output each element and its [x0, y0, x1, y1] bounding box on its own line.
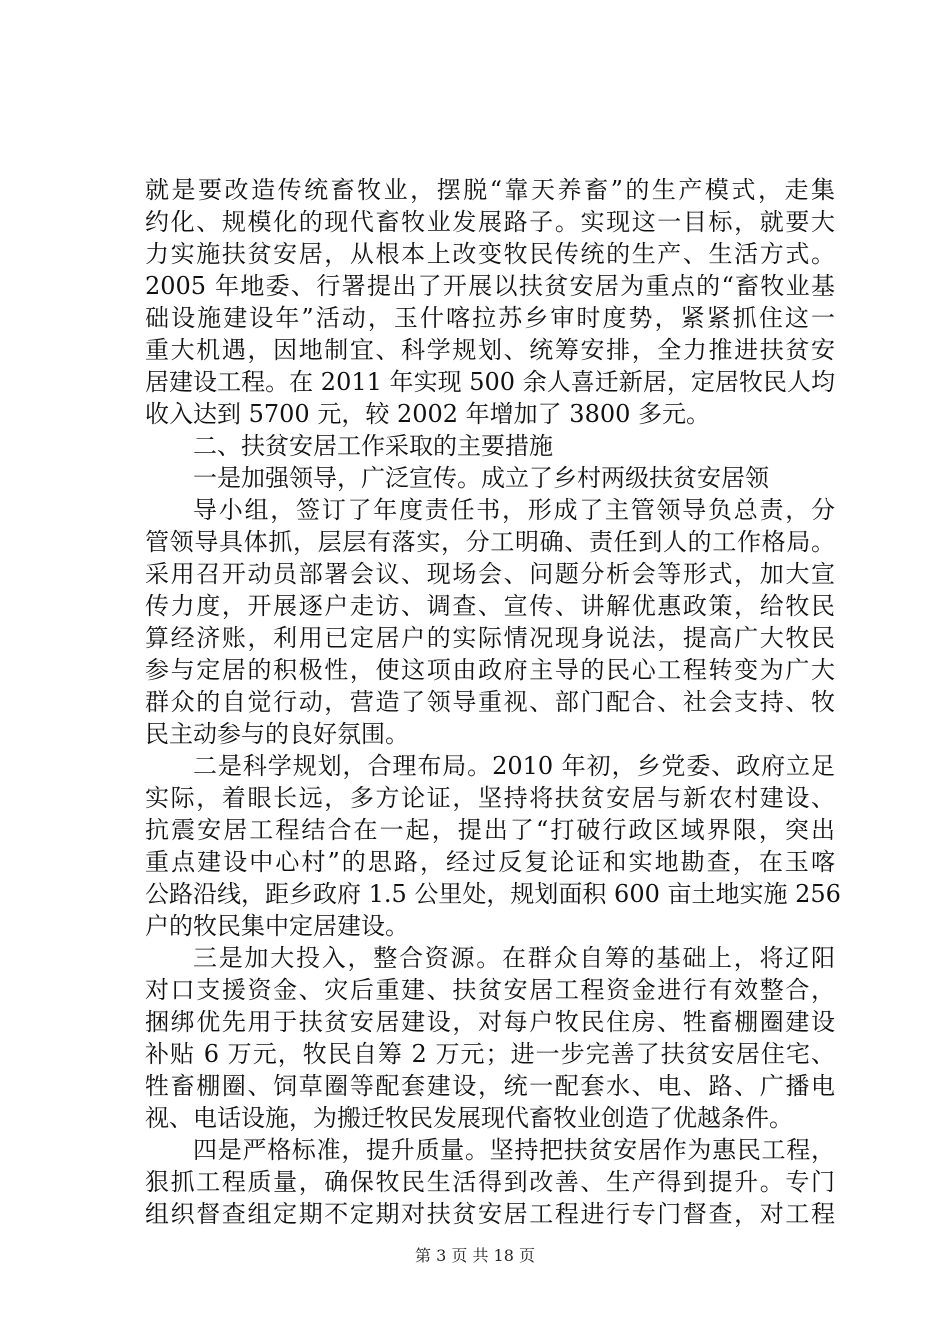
text-line: 约化、规模化的现代畜牧业发展路子。实现这一目标，就要大 — [145, 208, 835, 236]
text-line: 视、电话设施，为搬迁牧民发展现代畜牧业创造了优越条件。 — [145, 1104, 793, 1132]
text-line: 组织督查组定期不定期对扶贫安居工程进行专门督查，对工程 — [145, 1200, 835, 1228]
text-line: 四是严格标准，提升质量。坚持把扶贫安居作为惠民工程， — [193, 1136, 835, 1164]
body-text — [145, 174, 841, 1230]
text-line: 户的牧民集中定居建设。 — [145, 912, 409, 940]
text-line: 就是要改造传统畜牧业，摆脱“靠天养畜”的生产模式，走集 — [145, 176, 835, 204]
text-line: 牲畜棚圈、饲草圈等配套建设，统一配套水、电、路、广播电 — [145, 1072, 835, 1100]
text-line: 收入达到 5700 元，较 2002 年增加了 3800 多元。 — [145, 400, 711, 428]
text-line: 算经济账，利用已定居户的实际情况现身说法，提高广大牧民 — [145, 624, 835, 652]
text-line: 二是科学规划，合理布局。2010 年初，乡党委、政府立足 — [193, 752, 835, 780]
text-line: 公路沿线，距乡政府 1.5 公里处，规划面积 600 亩土地实施 256 — [145, 880, 841, 908]
text-line: 居建设工程。在 2011 年实现 500 余人喜迁新居，定居牧民人均 — [145, 368, 835, 396]
text-line: 重点建设中心村”的思路，经过反复论证和实地勘查，在玉喀 — [145, 848, 835, 876]
text-line: 导小组，签订了年度责任书，形成了主管领导负总责，分 — [193, 496, 835, 524]
text-line: 重大机遇，因地制宜、科学规划、统筹安排，全力推进扶贫安 — [145, 336, 835, 364]
text-line: 力实施扶贫安居，从根本上改变牧民传统的生产、生活方式。 — [145, 240, 835, 268]
text-line: 三是加大投入，整合资源。在群众自筹的基础上，将辽阳 — [193, 944, 835, 972]
text-line: 管领导具体抓，层层有落实，分工明确、责任到人的工作格局。 — [145, 528, 835, 556]
text-line: 对口支援资金、灾后重建、扶贫安居工程资金进行有效整合， — [145, 976, 835, 1004]
text-line: 采用召开动员部署会议、现场会、问题分析会等形式，加大宣 — [145, 560, 835, 588]
text-line: 捆绑优先用于扶贫安居建设，对每户牧民住房、牲畜棚圈建设 — [145, 1008, 835, 1036]
text-line: 一是加强领导，广泛宣传。成立了乡村两级扶贫安居领 — [193, 464, 769, 492]
text-line: 础设施建设年”活动，玉什喀拉苏乡审时度势，紧紧抓住这一 — [145, 304, 835, 332]
text-line: 群众的自觉行动，营造了领导重视、部门配合、社会支持、牧 — [145, 688, 835, 716]
text-line: 民主动参与的良好氛围。 — [145, 720, 409, 748]
text-line: 补贴 6 万元，牧民自筹 2 万元；进一步完善了扶贫安居住宅、 — [145, 1040, 835, 1068]
text-line: 二、扶贫安居工作采取的主要措施 — [193, 432, 553, 460]
text-line: 实际，着眼长远，多方论证，坚持将扶贫安居与新农村建设、 — [145, 784, 835, 812]
text-line: 传力度，开展逐户走访、调查、宣传、讲解优惠政策，给牧民 — [145, 592, 835, 620]
text-line: 狠抓工程质量，确保牧民生活得到改善、生产得到提升。专门 — [145, 1168, 835, 1196]
text-line: 2005 年地委、行署提出了开展以扶贫安居为重点的“畜牧业基 — [145, 272, 835, 300]
text-line: 抗震安居工程结合在一起，提出了“打破行政区域界限，突出 — [145, 816, 835, 844]
page-footer: 第 3 页 共 18 页 — [415, 1246, 535, 1265]
text-line: 参与定居的积极性，使这项由政府主导的民心工程转变为广大 — [145, 656, 835, 684]
